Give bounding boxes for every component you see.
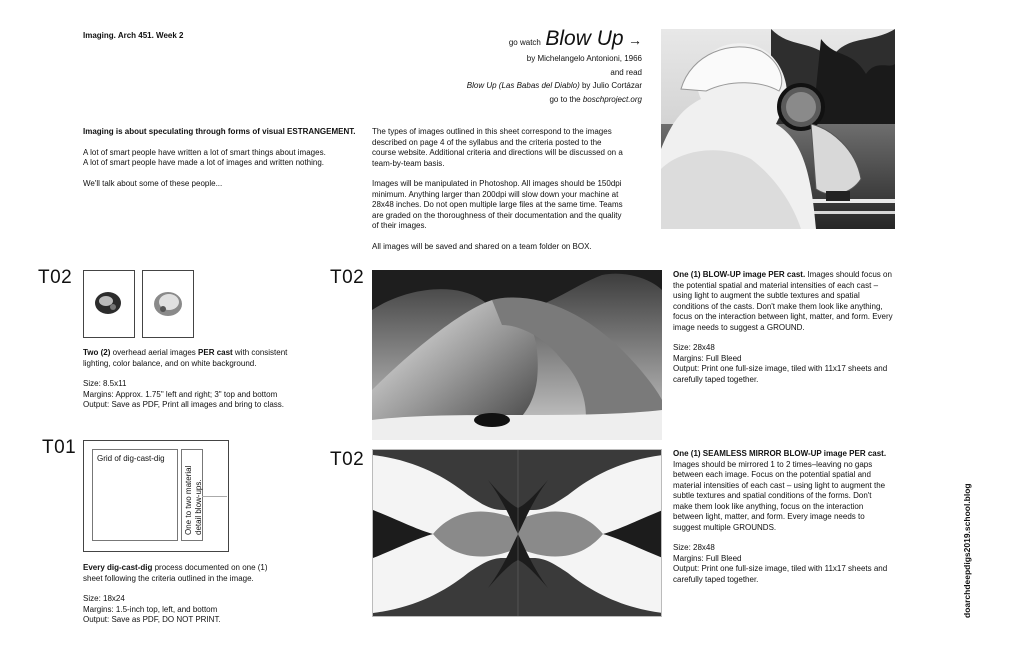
and-read: and read xyxy=(610,67,642,77)
course-title: Imaging. Arch 451. Week 2 xyxy=(83,31,184,40)
t01-margins: Margins: 1.5-inch top, left, and bottom xyxy=(83,604,218,614)
t01-text-body: process documented on one (1) sheet following the criteria outlined in the image. xyxy=(83,563,268,583)
arrow-icon: → xyxy=(628,32,642,48)
watch-block xyxy=(382,28,642,106)
t02-blowup-output: Output: Print one full-size image, tiled with 11x17 sheets and carefully taped together. xyxy=(673,364,888,384)
t01-layout-diagram xyxy=(83,440,229,552)
intro-line-1: A lot of smart people have written a lot of smart things about images. xyxy=(83,147,326,157)
intro-block xyxy=(83,127,363,189)
book-title: Blow Up (Las Babas del Diablo) xyxy=(466,81,580,90)
aerial-thumbnail-2 xyxy=(142,270,194,338)
blowup-image xyxy=(372,270,662,440)
t02-mirror-text xyxy=(673,449,893,585)
watch-prefix: go watch xyxy=(508,38,541,47)
info-p2: Images will be manipulated in Photoshop. All images should be 150dpi minimum. Anything larger than 200dpi will slow down your machine at 28x48 inches. Do not open multiple large files at the same time. Teams are graded on the thoroughness of their documentation and the quality of their images. xyxy=(372,179,623,230)
site-link[interactable]: boschproject.org xyxy=(582,94,642,104)
t02-aerial-bold: Two (2) xyxy=(83,348,111,357)
t02-mirror-tag: T02 xyxy=(330,449,365,470)
grid-label: Grid of dig-cast-dig xyxy=(97,454,165,463)
t01-bold: Every dig-cast-dig xyxy=(83,563,153,572)
t02-mirror-bold: One (1) SEAMLESS MIRROR BLOW-UP image PER cast. xyxy=(673,449,887,458)
t02-aerial-tag: T02 xyxy=(38,267,73,288)
t02-aerial-text2: with consistent lighting, color balance, and on white background. xyxy=(83,348,288,368)
t01-text xyxy=(83,563,283,626)
intro-headline: Imaging is about speculating through forms of visual ESTRANGEMENT. xyxy=(83,127,356,136)
mirror-image xyxy=(372,449,662,617)
t02-aerial-margins: Margins: Approx. 1.75" left and right; 3" top and bottom xyxy=(83,389,278,399)
t02-blowup-bold: One (1) BLOW-UP image PER cast. xyxy=(673,270,806,279)
t02-aerial-text xyxy=(83,348,298,411)
film-title: Blow Up xyxy=(545,27,624,50)
film-director: by Michelangelo Antonioni, 1966 xyxy=(526,54,642,63)
t02-aerial-text1: overhead aerial images xyxy=(110,348,199,357)
t02-mirror-output: Output: Print one full-size image, tiled with 11x17 sheets and carefully taped together. xyxy=(673,564,888,584)
film-still-photo xyxy=(661,29,895,229)
t01-size: Size: 18x24 xyxy=(83,594,125,603)
intro-line-3: We'll talk about some of these people... xyxy=(83,178,223,188)
t02-blowup-tag: T02 xyxy=(330,267,365,288)
t02-aerial-size: Size: 8.5x11 xyxy=(83,379,127,388)
t01-output: Output: Save as PDF, DO NOT PRINT. xyxy=(83,615,221,624)
t02-blowup-margins: Margins: Full Bleed xyxy=(673,353,742,363)
t02-blowup-text xyxy=(673,270,893,385)
detail-label: One to two material detail blow-ups. xyxy=(184,465,203,535)
t02-aerial-output: Output: Save as PDF, Print all images and bring to class. xyxy=(83,400,284,409)
t02-mirror-margins: Margins: Full Bleed xyxy=(673,553,742,563)
info-p3: All images will be saved and shared on a team folder on BOX. xyxy=(372,241,592,251)
goto-prefix: go to the xyxy=(549,94,581,104)
t02-mirror-size: Size: 28x48 xyxy=(673,543,715,552)
book-author: by Julio Cortázar xyxy=(581,81,642,90)
blog-url[interactable]: doarchdeepdigs2019.school.blog xyxy=(962,483,972,618)
info-p1: The types of images outlined in this sheet correspond to the images described on page 4 of the syllabus and the criteria posted to the course website. Additional criteria and directions will be discussed on a team-by-team basis. xyxy=(372,127,623,168)
intro-line-2: A lot of smart people have made a lot of images and written nothing. xyxy=(83,158,325,167)
t01-tag: T01 xyxy=(42,437,77,458)
detail-divider xyxy=(202,496,227,497)
t02-aerial-bold2: PER cast xyxy=(198,348,233,357)
aerial-thumbnail-1 xyxy=(83,270,135,338)
info-block xyxy=(372,127,624,252)
t02-mirror-body: Images should be mirrored 1 to 2 times–leaving no gaps between each image. Focus on the potential spatial and material intensities of each cast – using light to augment the subtle textures and spatial conditions of the forms. Don't make them look like anything, focus on the interaction between light, matter, and form. Every image needs to suggest multiple GROUNDS. xyxy=(673,459,886,532)
grid-box xyxy=(92,449,178,541)
t02-blowup-body: Images should focus on the potential spatial and material intensities of each cast – using light to augment the subtle textures and spatial conditions of the casts. Don't make them look like anything, focus on the interaction between light, matter, and form. Every image needs to suggest a GROUND. xyxy=(673,270,893,332)
t02-blowup-size: Size: 28x48 xyxy=(673,343,715,352)
